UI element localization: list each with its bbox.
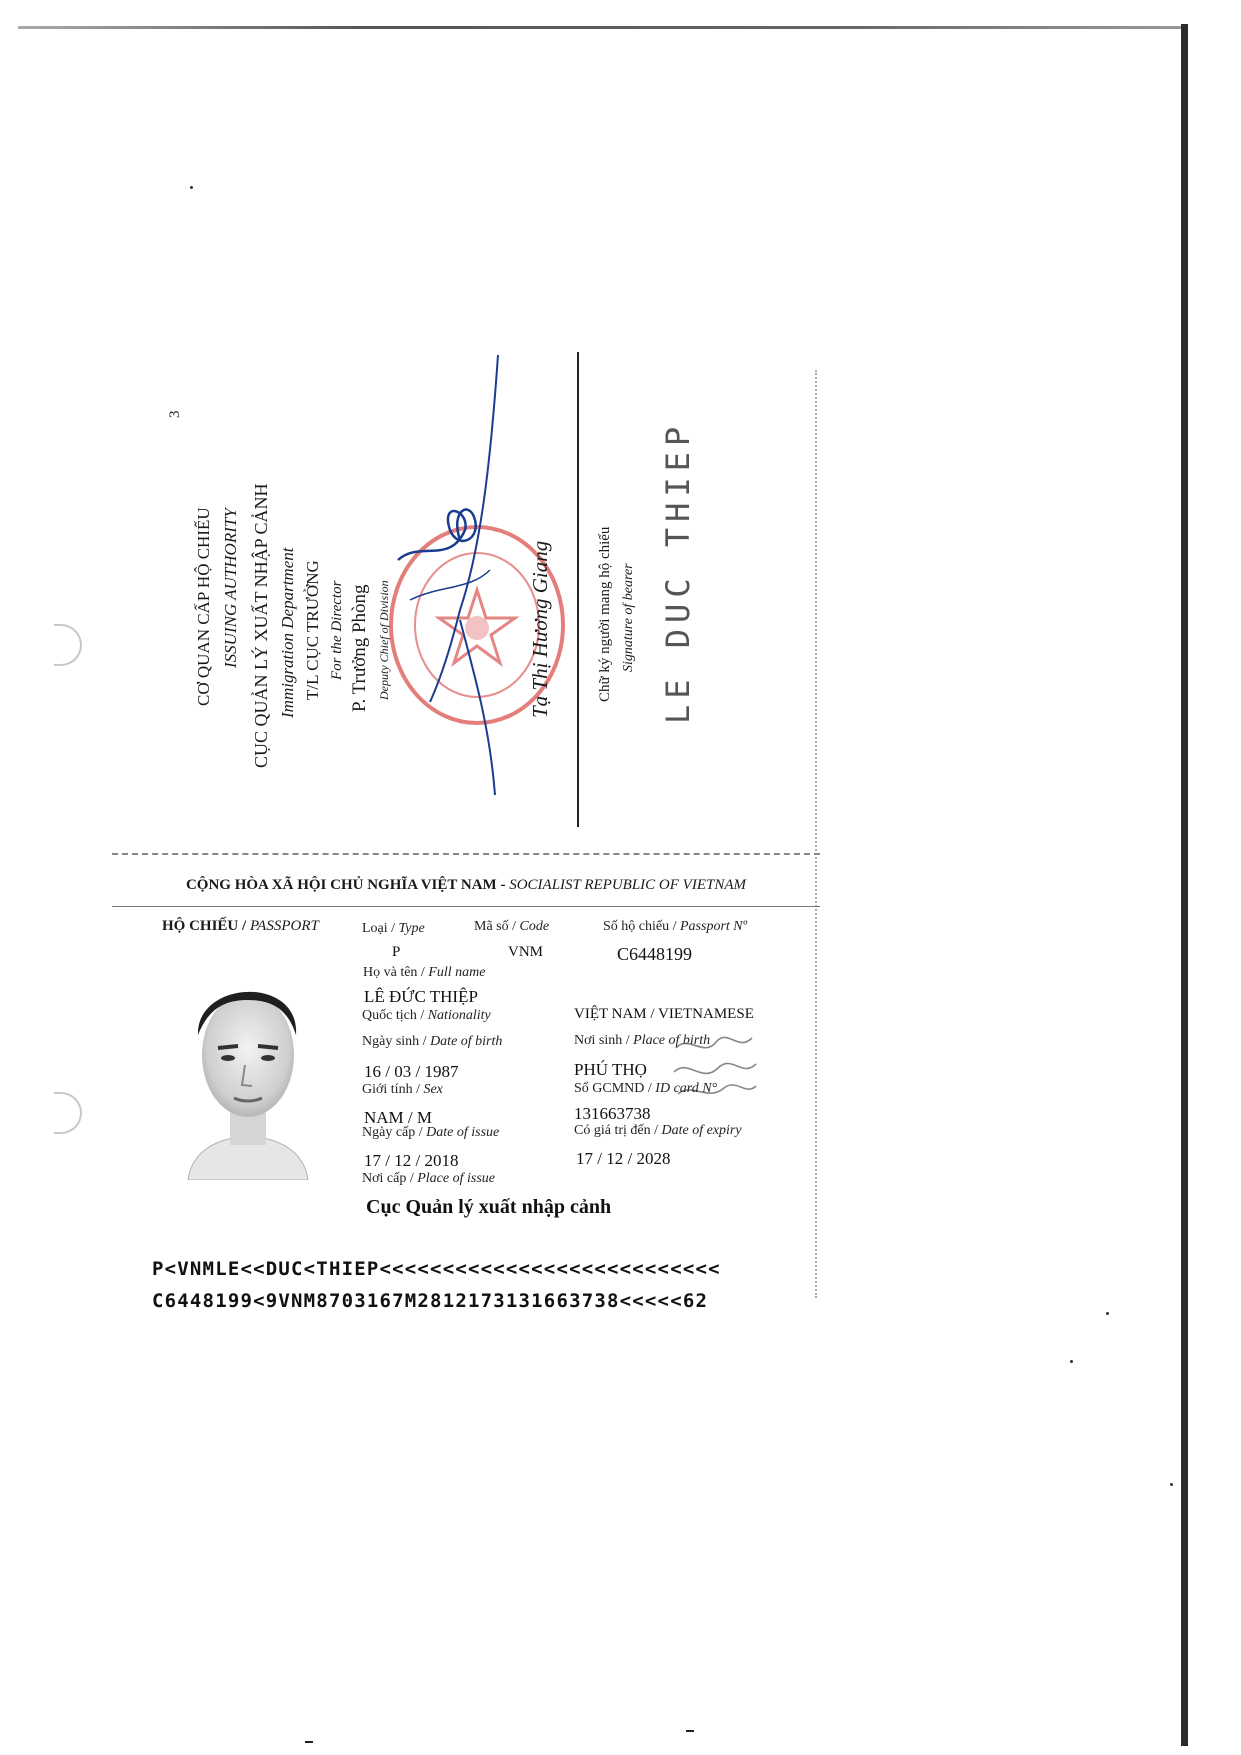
scan-speck: [1070, 1360, 1073, 1363]
type-label-en: Type: [398, 921, 425, 936]
passport-number-value: C6448199: [617, 944, 693, 964]
id-label-vn: Số GCMND /: [574, 1081, 656, 1096]
issue-date-label-vn: Ngày cấp /: [362, 1125, 427, 1140]
country-header-vn: CỘNG HÒA XÃ HỘI CHỦ NGHĨA VIỆT NAM -: [185, 877, 510, 893]
country-header-en: SOCIALIST REPUBLIC OF VIETNAM: [509, 877, 747, 893]
nationality-label: [362, 1008, 491, 1024]
scan-speck: [1106, 1312, 1109, 1315]
page-divider: [577, 352, 579, 827]
issuing-authority-en: ISSUING AUTHORITY: [221, 508, 240, 668]
scan-speck: [305, 1741, 313, 1743]
document-type-vn: HỘ CHIẾU /: [162, 918, 250, 934]
issue-date-label-en: Date of issue: [426, 1125, 500, 1140]
expiry-label-vn: Có giá trị đến /: [574, 1123, 662, 1138]
type-label-vn: Loại /: [362, 921, 399, 936]
place-of-issue-label: [362, 1171, 495, 1187]
bearer-signature: LE DUC THIEP: [659, 420, 697, 724]
sex-label-vn: Giới tính /: [362, 1082, 424, 1097]
expiry-label: [574, 1123, 742, 1139]
place-of-issue-value: Cục Quản lý xuất nhập cảnh: [366, 1196, 612, 1218]
punch-hole: [54, 624, 82, 666]
code-label: [474, 919, 549, 935]
passport-number-label-en: Passport Nº: [680, 919, 747, 934]
expiry-value: 17 / 12 / 2028: [576, 1149, 671, 1168]
id-label: [574, 1081, 717, 1097]
for-director-vn: T/L CỤC TRƯỞNG: [303, 560, 322, 700]
nationality-label-en: Nationality: [427, 1008, 491, 1023]
type-value: P: [392, 944, 401, 960]
department-vn: CỤC QUẢN LÝ XUẤT NHẬP CẢNH: [251, 483, 271, 768]
type-label: [362, 921, 425, 937]
dob-label-vn: Ngày sinh /: [362, 1034, 431, 1049]
issuing-authority-vn: CƠ QUAN CẤP HỘ CHIẾU: [194, 507, 213, 706]
for-director-en: For the Director: [329, 580, 345, 680]
code-label-vn: Mã số /: [474, 919, 520, 934]
scan-speck: [190, 186, 193, 189]
issue-date-value: 17 / 12 / 2018: [364, 1151, 459, 1170]
scan-speck: [686, 1730, 694, 1732]
mrz-line-2: C6448199<9VNM8703167M2812173131663738<<<<<62: [152, 1290, 709, 1312]
full-name-label-en: Full name: [428, 965, 486, 980]
full-name-label: [363, 965, 485, 981]
id-value: 131663738: [574, 1104, 651, 1123]
header-divider: [112, 906, 820, 907]
passport-number-label-vn: Số hộ chiếu /: [603, 919, 680, 934]
sex-value: NAM / M: [364, 1108, 433, 1127]
deputy-vn: P. Trưởng Phòng: [349, 584, 370, 712]
scan-right-edge: [1181, 24, 1188, 1746]
sex-label-en: Sex: [423, 1082, 443, 1097]
place-of-issue-label-vn: Nơi cấp /: [362, 1171, 418, 1186]
pob-label-en: Place of birth: [633, 1033, 711, 1048]
code-label-en: Code: [519, 919, 550, 934]
page-number: 3: [167, 410, 183, 418]
officer-signature: [377, 350, 530, 810]
page-fold: [112, 853, 820, 855]
document-type: [162, 918, 319, 935]
pob-label-vn: Nơi sinh /: [574, 1033, 634, 1048]
dob-value: 16 / 03 / 1987: [364, 1062, 459, 1081]
expiry-label-en: Date of expiry: [661, 1123, 742, 1138]
nationality-value: VIỆT NAM / VIETNAMESE: [574, 1006, 754, 1022]
dob-label: [362, 1034, 502, 1050]
scan-top-edge: [18, 26, 1188, 29]
full-name-label-vn: Họ và tên /: [363, 965, 429, 980]
holder-photo: [178, 960, 318, 1180]
place-of-issue-label-en: Place of issue: [417, 1171, 495, 1186]
bearer-label-en: Signature of bearer: [621, 563, 636, 672]
id-label-en: ID card N°: [655, 1081, 718, 1096]
deputy-en: Deputy Chief of Division: [377, 580, 391, 700]
dob-label-en: Date of birth: [430, 1034, 503, 1049]
signer-name: Tạ Thị Hương Giang: [528, 540, 552, 718]
document-type-en: PASSPORT: [249, 918, 319, 934]
mrz-line-1: P<VNMLE<<DUC<THIEP<<<<<<<<<<<<<<<<<<<<<<<<<<<: [152, 1258, 721, 1280]
department-en: Immigration Department: [278, 547, 297, 718]
page-edge: [815, 370, 817, 1298]
scan-speck: [1170, 1483, 1173, 1486]
code-value: VNM: [508, 944, 544, 960]
passport-number-label: [603, 919, 747, 935]
nationality-label-vn: Quốc tịch /: [362, 1008, 428, 1023]
bearer-label-vn: Chữ ký người mang hộ chiếu: [597, 526, 613, 702]
sex-label: [362, 1082, 443, 1098]
country-header: [112, 877, 820, 894]
issue-date-label: [362, 1125, 499, 1141]
pob-value: PHÚ THỌ: [574, 1060, 647, 1079]
full-name-value: LÊ ĐỨC THIỆP: [364, 987, 478, 1006]
punch-hole: [54, 1092, 82, 1134]
